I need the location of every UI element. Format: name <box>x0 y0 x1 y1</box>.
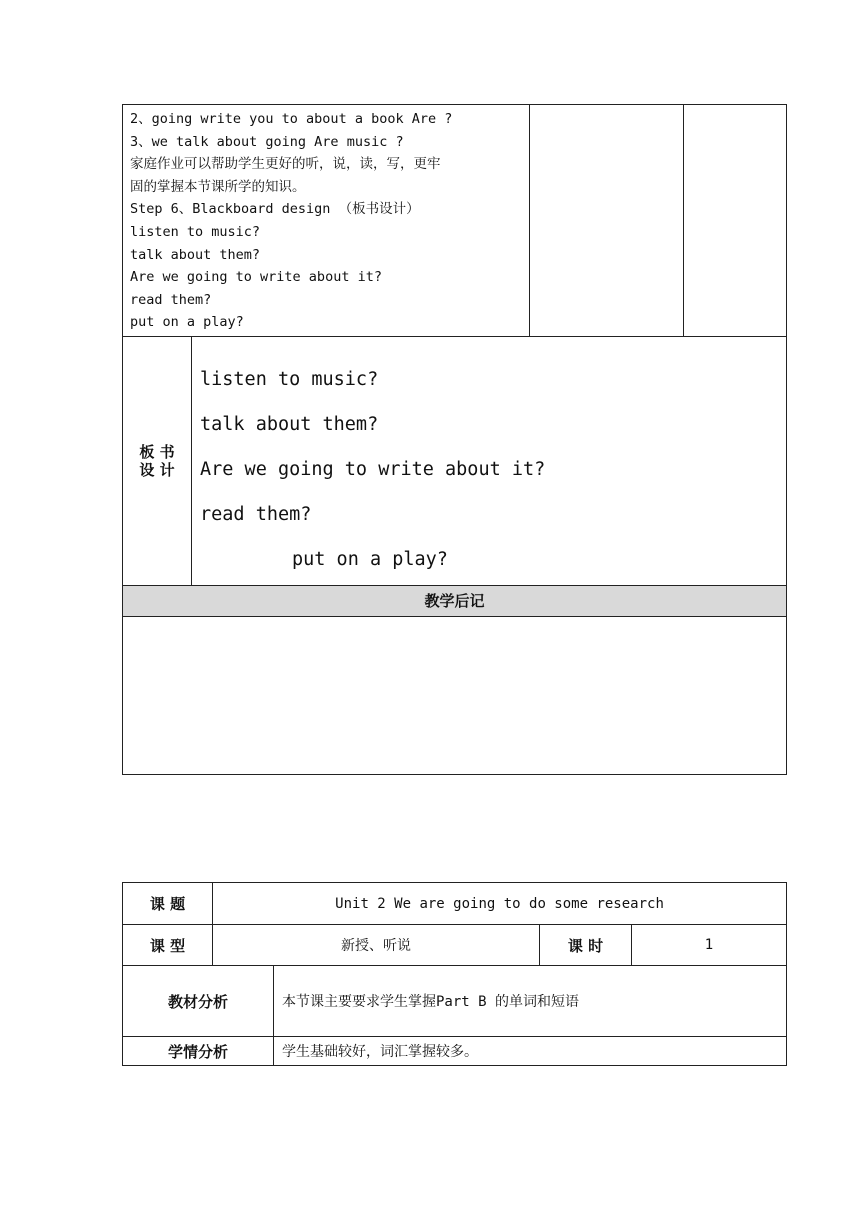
lesson-info-table <box>122 882 787 1066</box>
blackboard-line: Are we going to write about it? <box>200 458 546 480</box>
process-line: 固的掌握本节课所学的知识。 <box>130 178 306 195</box>
blackboard-line: talk about them? <box>200 413 379 435</box>
material-analysis-label: 教材分析 <box>123 966 274 1037</box>
period-label: 课 时 <box>540 925 632 966</box>
process-line: read them? <box>130 291 212 308</box>
postscript-header: 教学后记 <box>123 585 787 616</box>
empty-cell <box>684 105 787 337</box>
process-line: talk about them? <box>130 246 261 263</box>
process-line: listen to music? <box>130 223 261 240</box>
type-label: 课 型 <box>123 925 213 966</box>
blackboard-design-content <box>192 336 787 585</box>
process-line: 2、going write you to about a book Are ? <box>130 111 453 127</box>
empty-cell <box>530 105 684 337</box>
postscript-body <box>123 616 787 774</box>
process-line: put on a play? <box>130 314 244 331</box>
material-analysis-value: 本节课主要要求学生掌握Part B 的单词和短语 <box>274 966 787 1037</box>
topic-value: Unit 2 We are going to do some research <box>213 883 787 925</box>
blackboard-label-line: 板 书 <box>139 442 175 461</box>
blackboard-label-line: 设 计 <box>139 460 175 479</box>
process-line: 3、we talk about going Are music ? <box>130 133 404 150</box>
process-line: Step 6、Blackboard design （板书设计） <box>130 201 420 218</box>
period-value: 1 <box>632 925 787 966</box>
type-value: 新授、听说 <box>213 925 540 966</box>
student-analysis-label: 学情分析 <box>123 1037 274 1066</box>
blackboard-line: listen to music? <box>200 368 379 390</box>
student-analysis-value: 学生基础较好，词汇掌握较多。 <box>274 1037 787 1066</box>
teaching-process-cell <box>123 105 530 337</box>
process-line: Are we going to write about it? <box>130 269 382 286</box>
blackboard-line: read them? <box>200 503 312 525</box>
lesson-plan-table-continued <box>122 104 787 775</box>
blackboard-design-label <box>123 336 192 585</box>
topic-label: 课 题 <box>123 883 213 925</box>
process-line: 家庭作业可以帮助学生更好的听，说，读，写，更牢 <box>130 156 441 173</box>
blackboard-line: put on a play? <box>292 548 448 570</box>
